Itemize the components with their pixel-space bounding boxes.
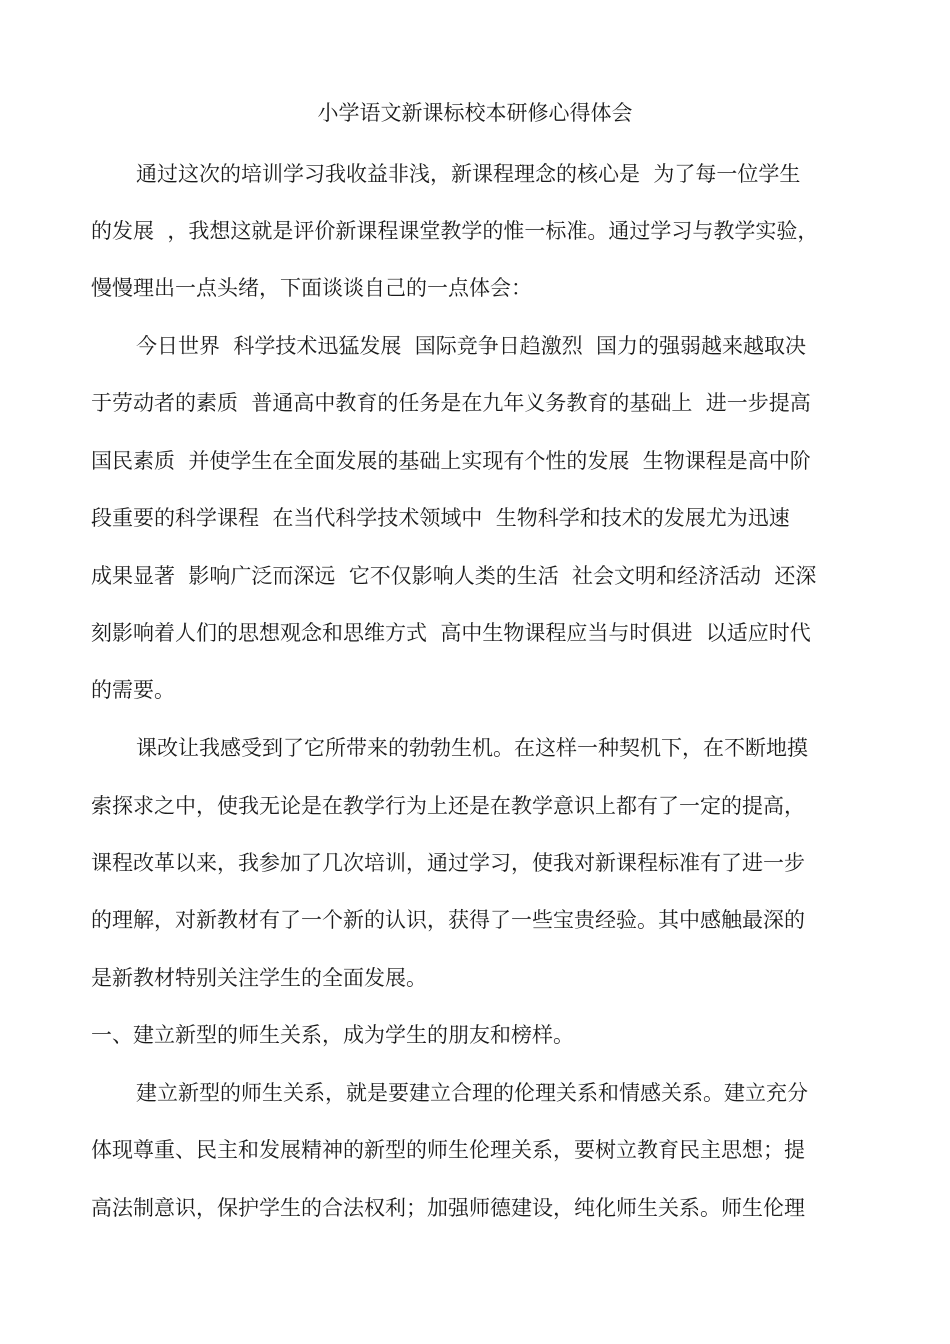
- paragraph-line: 于劳动者的素质 普通高中教育的任务是在九年义务教育的基础上 进一步提高: [91, 391, 811, 415]
- paragraph-line: 的需要。: [91, 678, 175, 702]
- paragraph-line: 课程改革以来，我参加了几次培训，通过学习，使我对新课程标准有了进一步: [91, 851, 805, 875]
- paragraph-line: 成果显著 影响广泛而深远 它不仅影响人类的生活 社会文明和经济活动 还深: [91, 564, 817, 588]
- paragraph-line: 国民素质 并使学生在全面发展的基础上实现有个性的发展 生物课程是高中阶: [91, 449, 811, 473]
- paragraph-line: 的发展 ，我想这就是评价新课程课堂教学的惟一标准。通过学习与教学实验，: [91, 219, 819, 243]
- paragraph-line: 段重要的科学课程 在当代科学技术领域中 生物科学和技术的发展尤为迅速: [91, 506, 790, 530]
- document-title: 小学语文新课标校本研修心得体会: [317, 101, 633, 125]
- paragraph-line: 体现尊重、民主和发展精神的新型的师生伦理关系，要树立教育民主思想；提: [91, 1138, 805, 1162]
- paragraph-line: 的理解，对新教材有了一个新的认识，获得了一些宝贵经验。其中感触最深的: [91, 908, 805, 932]
- paragraph-line: 课改让我感受到了它所带来的勃勃生机。在这样一种契机下，在不断地摸: [136, 736, 808, 760]
- paragraph-line: 慢慢理出一点头绪，下面谈谈自己的一点体会：: [91, 276, 532, 300]
- paragraph-line: 建立新型的师生关系，就是要建立合理的伦理关系和情感关系。建立充分: [136, 1081, 808, 1105]
- paragraph-line: 是新教材特别关注学生的全面发展。: [91, 966, 427, 990]
- paragraph-line: 刻影响着人们的思想观念和思维方式 高中生物课程应当与时俱进 以适应时代: [91, 621, 811, 645]
- section-heading: 一、建立新型的师生关系，成为学生的朋友和榜样。: [91, 1023, 574, 1047]
- paragraph-line: 今日世界 科学技术迅猛发展 国际竞争日趋激烈 国力的强弱越来越取决: [136, 334, 807, 358]
- paragraph-line: 索探求之中，使我无论是在教学行为上还是在教学意识上都有了一定的提高，: [91, 794, 805, 818]
- paragraph-line: 高法制意识，保护学生的合法权利；加强师德建设，纯化师生关系。师生伦理: [91, 1196, 805, 1220]
- paragraph-line: 通过这次的培训学习我收益非浅，新课程理念的核心是 为了每一位学生: [136, 162, 801, 186]
